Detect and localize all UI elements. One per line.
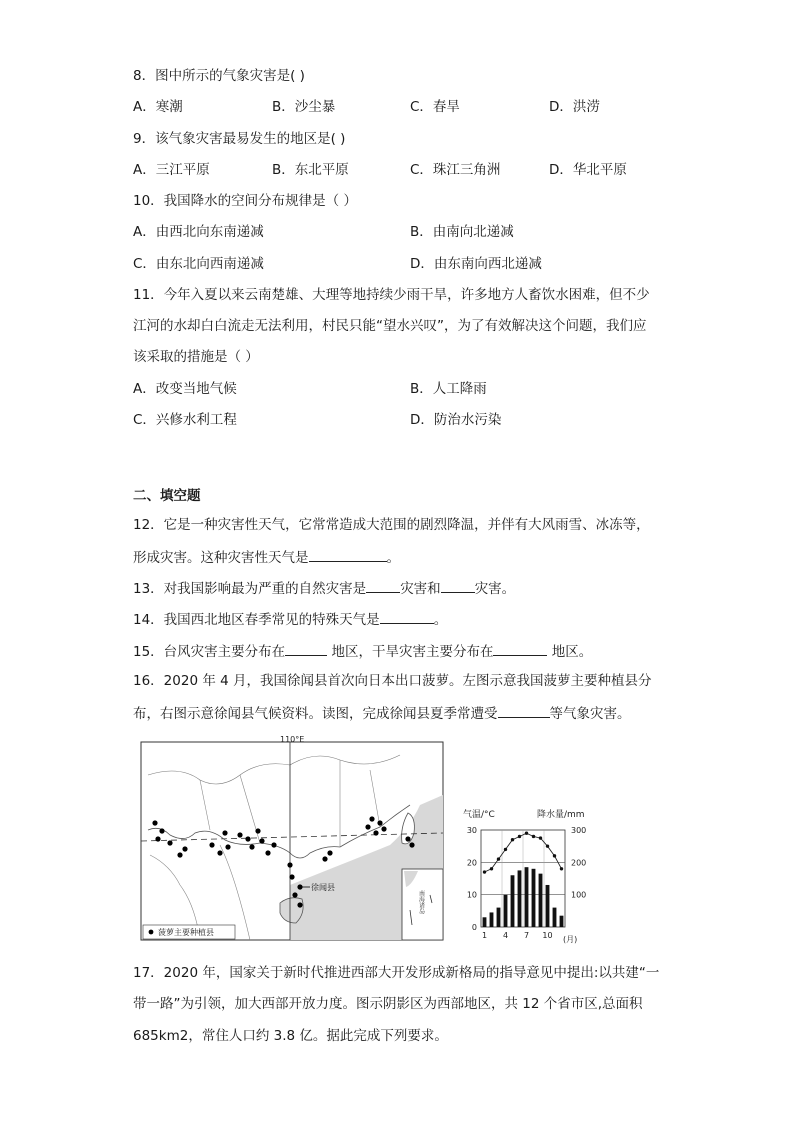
county-dot <box>182 846 187 851</box>
county-dot <box>222 830 227 835</box>
chart-xlabel: (月) <box>563 935 578 944</box>
county-dot <box>249 844 254 849</box>
q12-answer-blank[interactable] <box>309 547 387 562</box>
precipitation-bar <box>546 885 550 927</box>
county-dot <box>159 828 164 833</box>
county-dot <box>271 842 276 847</box>
q16-figure <box>140 735 660 947</box>
y-tick-right: 200 <box>571 858 587 868</box>
q16-line-2 <box>133 703 631 723</box>
q13-text-b: 灾害和 <box>400 581 441 597</box>
x-tick: 7 <box>523 931 530 940</box>
q10-option-d: D．由东南向西北递减 <box>410 256 542 272</box>
chart-ylabel-right: 降水量/mm <box>537 810 585 820</box>
pineapple-map <box>141 735 443 940</box>
county-dot <box>209 842 214 847</box>
county-dot <box>237 832 242 837</box>
q16-line-1: 16．2020 年 4 月，我国徐闻县首次向日本出口菠萝。左图示意我国菠萝主要种植县分 <box>133 673 652 689</box>
q9-option-d: D．华北平原 <box>549 162 627 178</box>
q11-option-d: D．防治水污染 <box>410 412 502 428</box>
temperature-point <box>560 867 563 870</box>
county-dot <box>297 902 302 907</box>
q9-option-b: B．东北平原 <box>272 162 349 178</box>
q9-option-c: C．珠江三角洲 <box>410 162 501 178</box>
q10-option-c: C．由东北向西南递减 <box>133 256 264 272</box>
q11-option-a: A．改变当地气候 <box>133 381 237 397</box>
x-ticks <box>482 931 553 940</box>
precipitation-bar <box>518 870 522 927</box>
precipitation-bar <box>525 867 529 927</box>
q17-line-3: 685km2，常住人口约 3.8 亿。据此完成下列要求。 <box>133 1028 448 1044</box>
temperature-point <box>497 857 500 860</box>
x-tick: 1 <box>481 931 488 940</box>
temperature-point <box>483 870 486 873</box>
y-ticks-right <box>571 826 586 900</box>
county-dot <box>369 816 374 821</box>
y-ticks-left <box>467 826 477 932</box>
q8-option-d: D．洪涝 <box>549 99 600 115</box>
county-dot <box>255 828 260 833</box>
q8-option-b: B．沙尘暴 <box>272 99 336 115</box>
county-dot <box>405 836 410 841</box>
x-tick: 4 <box>502 931 509 940</box>
temperature-point <box>518 835 521 838</box>
county-dot <box>373 830 378 835</box>
q10-option-a: A．由西北向东南递减 <box>133 224 264 240</box>
county-dot <box>245 836 250 841</box>
xuwen-climate-chart <box>463 808 586 944</box>
meridian-label: 110°E <box>280 735 305 744</box>
chart-ylabel-left: 气温/°C <box>463 810 495 820</box>
legend-label: 菠萝主要种植县 <box>158 928 214 937</box>
q10-option-b: B．由南向北递减 <box>410 224 514 240</box>
county-dot <box>292 892 297 897</box>
y-tick-left: 0 <box>471 923 477 932</box>
county-dot <box>177 852 182 857</box>
q8-option-c: C．春旱 <box>410 99 460 115</box>
precipitation-bar <box>504 895 508 927</box>
q11-option-b: B．人工降雨 <box>410 381 487 397</box>
temperature-point <box>539 836 542 839</box>
q12-line-1: 12．它是一种灾害性天气，它常常造成大范围的剧烈降温，并伴有大风雨雪、冰冻等， <box>133 517 650 533</box>
y-tick-right: 300 <box>571 826 587 835</box>
q15-answer-blank-2[interactable] <box>493 641 547 656</box>
county-dot <box>322 856 327 861</box>
precipitation-bar <box>532 869 536 927</box>
y-tick-right: 100 <box>571 890 587 900</box>
q11-line-3: 该采取的措施是（ ） <box>133 349 259 365</box>
q15-text-b: 地区，干旱灾害主要分布在 <box>327 644 494 660</box>
county-dot <box>381 826 386 831</box>
q16-text-a: 布，右图示意徐闻县气候资料。读图，完成徐闻县夏季常遭受 <box>133 706 498 722</box>
q12-text-b: 。 <box>386 550 400 566</box>
q13-answer-blank-1[interactable] <box>366 578 400 593</box>
temperature-point <box>490 867 493 870</box>
xuwen-label: 徐闻县 <box>311 883 335 892</box>
temperature-point <box>504 848 507 851</box>
precipitation-bar <box>497 908 501 927</box>
precipitation-bar <box>553 908 557 927</box>
county-dot <box>327 850 332 855</box>
county-dot <box>289 874 294 879</box>
y-tick-left: 10 <box>466 890 477 900</box>
q17-line-1: 17．2020 年，国家关于新时代推进西部大开发形成新格局的指导意见中提出:以共建“一 <box>133 965 660 981</box>
precipitation-bar <box>539 874 543 927</box>
county-dot <box>167 840 172 845</box>
county-dot <box>265 850 270 855</box>
q13-line <box>133 578 515 598</box>
q14-text-b: 。 <box>433 612 448 628</box>
precipitation-bar <box>560 916 564 927</box>
county-dot <box>152 820 157 825</box>
q16-text-b: 等气象灾害。 <box>549 706 631 722</box>
q8-option-a: A．寒潮 <box>133 99 183 115</box>
inset-label: 南海诸岛 <box>417 890 425 914</box>
q14-line <box>133 609 447 629</box>
precipitation-bar <box>483 917 487 927</box>
q16-answer-blank[interactable] <box>498 703 550 718</box>
q15-line <box>133 641 592 661</box>
q15-text-c: 地区。 <box>547 644 593 660</box>
q8-stem: 8．图中所示的气象灾害是( ) <box>133 68 305 84</box>
q14-answer-blank[interactable] <box>380 609 434 624</box>
y-tick-left: 20 <box>466 858 477 868</box>
section-title-fill-in: 二、填空题 <box>133 488 201 504</box>
q11-option-c: C．兴修水利工程 <box>133 412 237 428</box>
q13-answer-blank-2[interactable] <box>441 578 475 593</box>
county-dot <box>259 838 264 843</box>
q9-option-a: A．三江平原 <box>133 162 210 178</box>
temperature-point <box>511 838 514 841</box>
temperature-point <box>546 844 549 847</box>
temperature-point <box>532 835 535 838</box>
county-dot <box>377 820 382 825</box>
q13-text-a: 13．对我国影响最为严重的自然灾害是 <box>133 581 367 597</box>
q15-answer-blank-1[interactable] <box>285 641 327 656</box>
map-and-climate-figure <box>140 735 660 947</box>
county-dot <box>409 842 414 847</box>
precipitation-bar <box>490 912 494 927</box>
q12-text-a: 形成灾害。这种灾害性天气是 <box>133 550 309 566</box>
county-dot <box>155 836 160 841</box>
county-dot <box>225 844 230 849</box>
q14-text-a: 14．我国西北地区春季常见的特殊天气是 <box>133 612 380 628</box>
legend-dot <box>149 930 154 935</box>
q10-stem: 10．我国降水的空间分布规律是（ ） <box>133 193 357 209</box>
q11-line-2: 江河的水却白白流走无法利用，村民只能“望水兴叹”，为了有效解决这个问题，我们应 <box>133 318 647 334</box>
q15-text-a: 15．台风灾害主要分布在 <box>133 644 286 660</box>
temperature-point <box>525 832 528 835</box>
q12-line-2 <box>133 547 400 567</box>
q17-line-2: 带一路”为引领，加大西部开放力度。图示阴影区为西部地区，共 12 个省市区,总面积 <box>133 996 643 1012</box>
q11-line-1: 11．今年入夏以来云南楚雄、大理等地持续少雨干旱，许多地方人畜饮水困难，但不少 <box>133 287 650 303</box>
chart-grid <box>481 830 565 927</box>
y-tick-left: 30 <box>466 826 477 835</box>
temperature-point <box>553 854 556 857</box>
x-tick: 10 <box>542 931 553 940</box>
q9-stem: 9．该气象灾害最易发生的地区是( ) <box>133 131 346 147</box>
county-dot <box>217 850 222 855</box>
county-dot <box>365 824 370 829</box>
q13-text-c: 灾害。 <box>474 581 516 597</box>
county-dot <box>287 862 292 867</box>
precipitation-bar <box>511 875 515 927</box>
